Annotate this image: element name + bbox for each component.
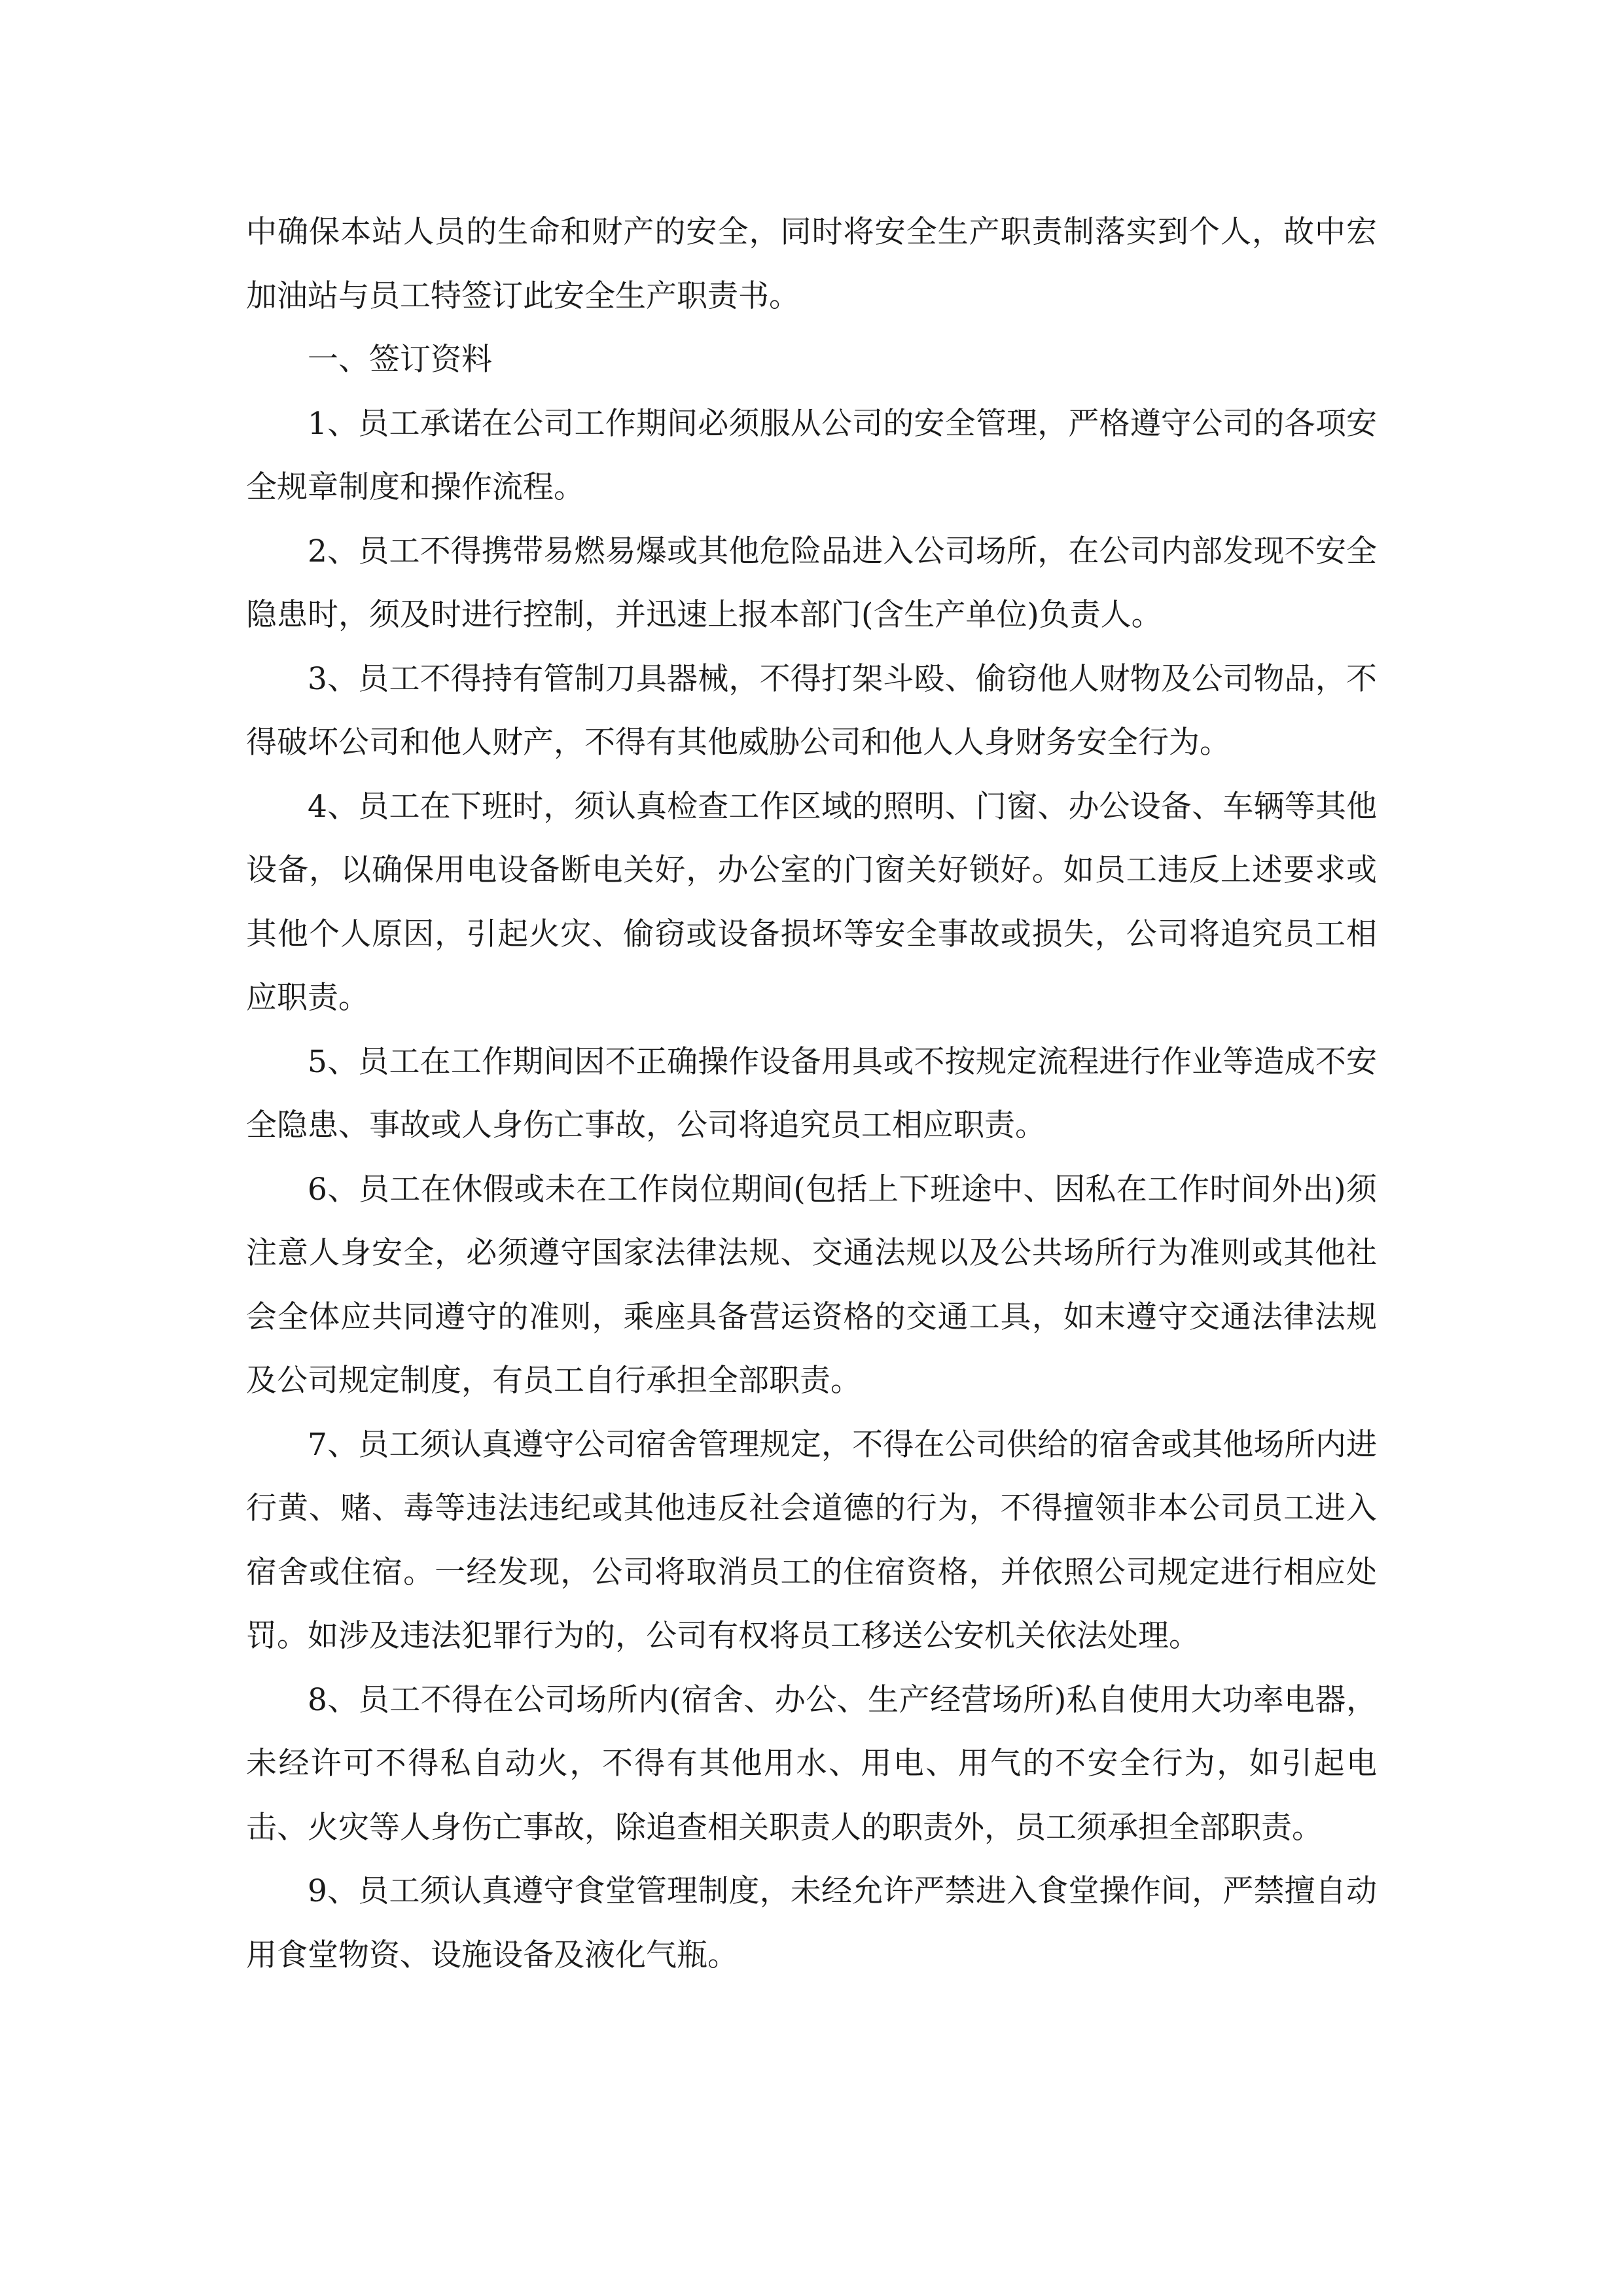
clause-9: 9、员工须认真遵守食堂管理制度，未经允许严禁进入食堂操作间，严禁擅自动用食堂物资、设施设备及液化气瓶。 bbox=[246, 1873, 1377, 1973]
clause-6: 6、员工在休假或未在工作岗位期间(包括上下班途中、因私在工作时间外出)须注意人身安全，必须遵守国家法律法规、交通法规以及公共场所行为准则或其他社会全体应共同遵守的准则，乘座具备营运资格的交通工具，如末遵守交通法律法规及公司规定制度，有员工自行承担全部职责。 bbox=[246, 1171, 1377, 1399]
section-heading-sign-content: 一、签订资料 bbox=[308, 342, 492, 378]
clause-2: 2、员工不得携带易燃易爆或其他危险品进入公司场所，在公司内部发现不安全隐患时，须及时进行控制，并迅速上报本部门(含生产单位)负责人。 bbox=[246, 533, 1377, 633]
paragraph-intro-continuation: 中确保本站人员的生命和财产的安全，同时将安全生产职责制落实到个人，故中宏加油站与员工特签订此安全生产职责书。 bbox=[246, 214, 1377, 314]
clause-3: 3、员工不得持有管制刀具器械，不得打架斗殴、偷窃他人财物及公司物品，不得破坏公司和他人财产，不得有其他威胁公司和他人人身财务安全行为。 bbox=[246, 660, 1377, 761]
clause-4: 4、员工在下班时，须认真检查工作区域的照明、门窗、办公设备、车辆等其他设备，以确保用电设备断电关好，办公室的门窗关好锁好。如员工违反上述要求或其他个人原因，引起火灾、偷窃或设备损坏等安全事故或损失，公司将追究员工相应职责。 bbox=[246, 788, 1377, 1016]
clause-1: 1、员工承诺在公司工作期间必须服从公司的安全管理，严格遵守公司的各项安全规章制度和操作流程。 bbox=[246, 405, 1377, 505]
clause-8: 8、员工不得在公司场所内(宿舍、办公、生产经营场所)私自使用大功率电器，未经许可不得私自动火，不得有其他用水、用电、用气的不安全行为，如引起电击、火灾等人身伤亡事故，除追查相关职责人的职责外，员工须承担全部职责。 bbox=[246, 1681, 1377, 1846]
document-body bbox=[246, 200, 1377, 1987]
clause-5: 5、员工在工作期间因不正确操作设备用具或不按规定流程进行作业等造成不安全隐患、事故或人身伤亡事故，公司将追究员工相应职责。 bbox=[246, 1043, 1377, 1143]
clause-7: 7、员工须认真遵守公司宿舍管理规定，不得在公司供给的宿舍或其他场所内进行黄、赌、毒等违法违纪或其他违反社会道德的行为，不得擅领非本公司员工进入宿舍或住宿。一经发现，公司将取消员工的住宿资格，并依照公司规定进行相应处罚。如涉及违法犯罪行为的，公司有权将员工移送公安机关依法处理。 bbox=[246, 1426, 1377, 1654]
